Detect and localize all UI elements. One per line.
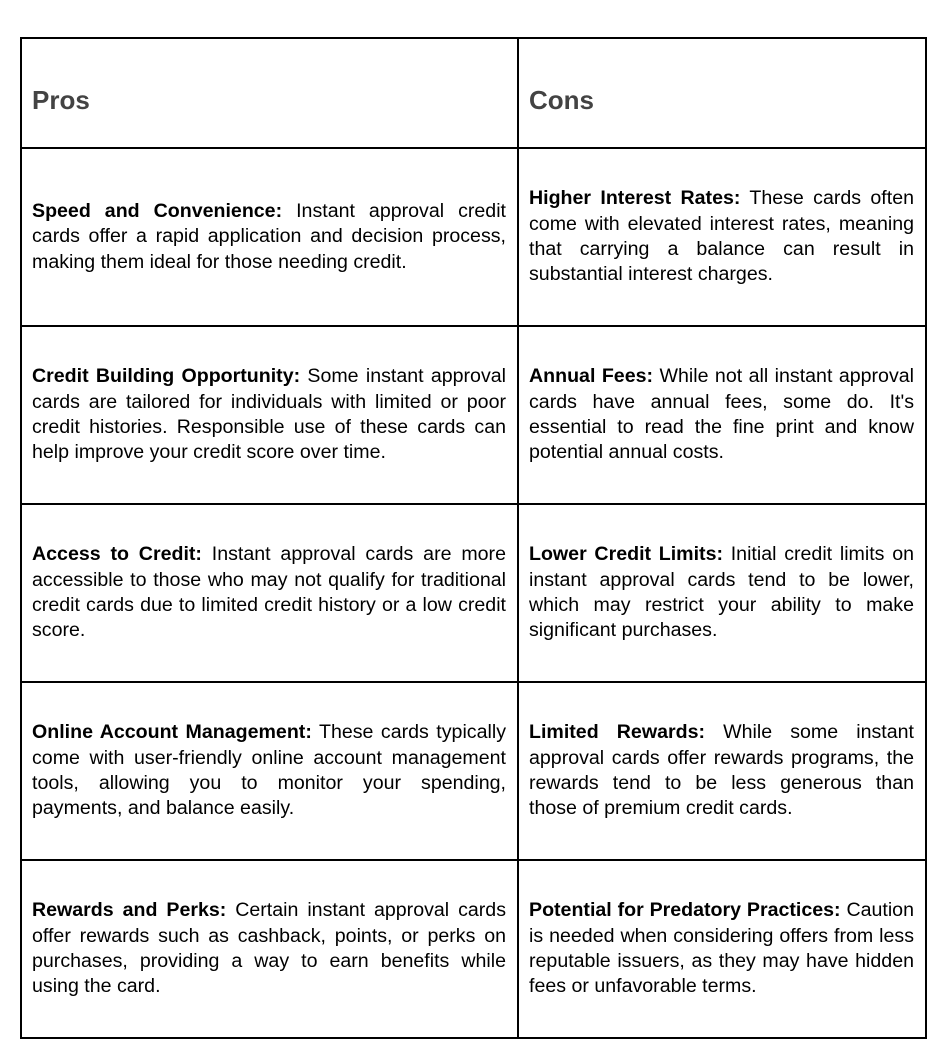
pro-text: Instant approval cards are more accessible to those who may not qualify for traditional credit cards due to limited credit history or a low credit score. xyxy=(32,543,506,642)
table-row xyxy=(21,682,926,860)
pro-term: Online Account Management: xyxy=(32,721,312,744)
con-term: Annual Fees: xyxy=(529,365,654,388)
pro-text: These cards typically come with user-friendly online account management tools, allowing you to monitor your spending, payments, and balance easily. xyxy=(32,721,506,820)
con-cell xyxy=(518,148,926,326)
table-row xyxy=(21,148,926,326)
table-header-row xyxy=(21,38,926,148)
pro-cell xyxy=(21,860,518,1038)
pro-text: Certain instant approval cards offer rewards such as cashback, points, or perks on purchases, providing a way to earn benefits while using the card. xyxy=(32,899,506,998)
pro-text: Some instant approval cards are tailored for individuals with limited or poor credit histories. Responsible use of these cards can help improve your credit score over time. xyxy=(32,365,506,464)
pros-header: Pros xyxy=(21,38,518,148)
pro-cell xyxy=(21,682,518,860)
con-term: Potential for Predatory Practices: xyxy=(529,899,841,922)
con-cell xyxy=(518,682,926,860)
con-cell xyxy=(518,326,926,504)
pro-term: Credit Building Opportunity: xyxy=(32,365,301,388)
con-term: Limited Rewards: xyxy=(529,721,705,744)
pros-cons-table xyxy=(20,37,927,1039)
cons-header: Cons xyxy=(518,38,926,148)
pro-term: Speed and Convenience: xyxy=(32,199,283,222)
pro-cell xyxy=(21,326,518,504)
table-row xyxy=(21,326,926,504)
pro-term: Rewards and Perks: xyxy=(32,899,227,922)
con-text: While not all instant approval cards have annual fees, some do. It's essential to read the fine print and know potential annual costs. xyxy=(529,365,914,464)
pro-term: Access to Credit: xyxy=(32,543,202,566)
table-row xyxy=(21,860,926,1038)
con-cell xyxy=(518,504,926,682)
table-row xyxy=(21,504,926,682)
pro-text: Instant approval credit cards offer a rapid application and decision process, making them ideal for those needing credit. xyxy=(32,199,506,273)
pro-cell xyxy=(21,504,518,682)
pro-cell xyxy=(21,148,518,326)
con-term: Higher Interest Rates: xyxy=(529,187,741,210)
con-text: Initial credit limits on instant approval cards tend to be lower, which may restrict your ability to make significant purchases. xyxy=(529,543,914,642)
con-text: Caution is needed when considering offers from less reputable issuers, as they may have hidden fees or unfavorable terms. xyxy=(529,899,914,998)
con-term: Lower Credit Limits: xyxy=(529,543,723,566)
con-text: These cards often come with elevated interest rates, meaning that carrying a balance can result in substantial interest charges. xyxy=(529,187,914,286)
con-cell xyxy=(518,860,926,1038)
con-text: While some instant approval cards offer rewards programs, the rewards tend to be less generous than those of premium credit cards. xyxy=(529,721,914,820)
